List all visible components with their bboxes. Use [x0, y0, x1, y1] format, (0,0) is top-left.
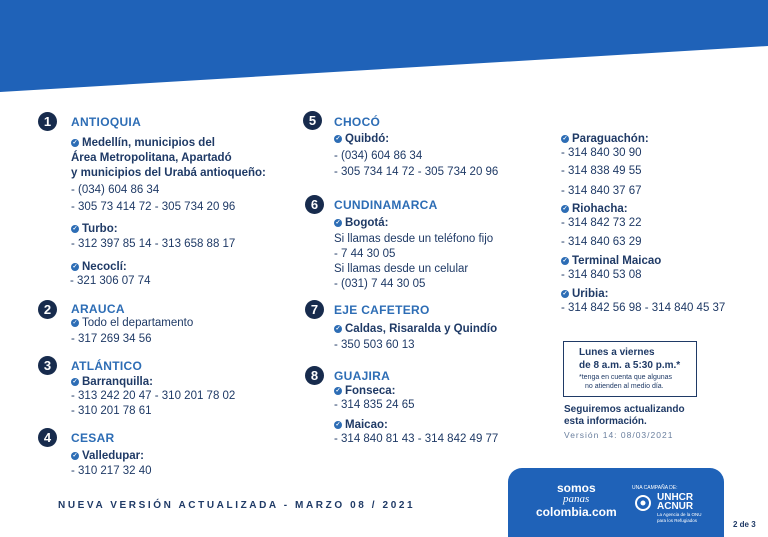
city-turbo: ✓ Turbo:	[72, 223, 118, 235]
region-number-8: 8	[305, 366, 324, 385]
city-quibdo: ✓ Quibdó:	[335, 133, 390, 145]
city-fonseca: ✓ Fonseca:	[335, 385, 396, 397]
check-icon: ✓	[335, 388, 341, 394]
footer-version: NUEVA VERSIÓN ACTUALIZADA - MARZO 08 / 2021	[58, 500, 416, 511]
hours-note: *tenga en cuenta que algunas	[579, 374, 673, 381]
phone: - 305 734 14 72 - 305 734 20 96	[334, 166, 499, 178]
city-terminal-maicao: ✓ Terminal Maicao	[562, 255, 662, 267]
city-necocli: ✓ Necoclí:	[72, 261, 127, 273]
check-icon: ✓	[562, 206, 568, 212]
phone: - 313 242 20 47 - 310 201 78 02	[71, 390, 236, 402]
check-icon: ✓	[72, 320, 78, 326]
check-icon: ✓	[72, 379, 78, 385]
phone: - 7 44 30 05	[334, 248, 396, 260]
logo-acnur: ACNUR	[657, 501, 694, 512]
bogota-line: Si llamas desde un celular	[334, 263, 469, 275]
phone: - 310 201 78 61	[71, 405, 152, 417]
region-title-atlantico: ATLÁNTICO	[71, 359, 143, 373]
region-title-antioquia: ANTIOQUIA	[71, 115, 142, 129]
region-title-arauca: ARAUCA	[71, 302, 125, 316]
phone: - 321 306 07 74	[70, 275, 151, 287]
update-notice: Seguiremos actualizando	[564, 404, 685, 415]
phone: - 314 840 53 08	[561, 269, 642, 281]
hours-box	[563, 341, 697, 397]
logo-campaign: UNA CAMPAÑA DE:	[632, 485, 678, 491]
logo-agency: para los Refugiados	[657, 518, 698, 523]
phone: - (034) 604 86 34	[334, 150, 423, 162]
region-number-4: 4	[38, 428, 57, 447]
city-medellin: ✓ Medellín, municipios del Área Metropolitana, Apartadó y municipios del Urabá antioqueño:	[71, 137, 266, 179]
phone: - 350 503 60 13	[334, 339, 415, 351]
phone: - 314 840 81 43 - 314 842 49 77	[334, 433, 499, 445]
region-title-eje-cafetero: EJE CAFETERO	[334, 303, 430, 317]
city-maicao: ✓ Maicao:	[335, 419, 388, 431]
hours-days: Lunes a viernes	[579, 347, 655, 358]
check-icon: ✓	[72, 453, 78, 459]
phone: - 317 269 34 56	[71, 333, 152, 345]
check-icon: ✓	[335, 422, 341, 428]
region-number-1: 1	[38, 112, 57, 131]
phone: - (034) 604 86 34	[71, 184, 160, 196]
region-number-3: 3	[38, 356, 57, 375]
check-icon: ✓	[335, 220, 341, 226]
city-caldas: ✓ Caldas, Risaralda y Quindío	[335, 323, 498, 335]
region-number-2: 2	[38, 300, 57, 319]
logo-unhcr: UNHCR	[657, 492, 694, 503]
logo-panas: panas	[563, 493, 590, 505]
unhcr-emblem-icon	[632, 493, 654, 513]
hours-time: de 8 a.m. a 5:30 p.m.*	[579, 360, 681, 371]
check-icon: ✓	[72, 264, 78, 270]
region-number-7: 7	[305, 300, 324, 319]
phone: - 314 842 56 98 - 314 840 45 37	[561, 302, 726, 314]
check-icon: ✓	[562, 258, 568, 264]
phone: - 314 840 63 29	[561, 236, 642, 248]
phone: - 314 840 30 90	[561, 147, 642, 159]
version-label: Versión 14: 08/03/2021	[564, 430, 674, 440]
city-barranquilla: ✓ Barranquilla:	[72, 376, 153, 388]
logo-colombia: colombia.com	[536, 505, 617, 519]
update-notice: esta información.	[564, 416, 647, 427]
check-icon: ✓	[562, 291, 568, 297]
arauca-sub: ✓ Todo el departamento	[72, 317, 194, 329]
phone: - 314 838 49 55	[561, 165, 642, 177]
hours-note: no atienden al medio día.	[585, 383, 664, 390]
region-title-guajira: GUAJIRA	[334, 369, 391, 383]
region-number-6: 6	[305, 195, 324, 214]
header-banner	[0, 0, 768, 92]
check-icon: ✓	[335, 326, 341, 332]
phone: - (031) 7 44 30 05	[334, 278, 426, 290]
check-icon: ✓	[72, 140, 78, 146]
phone: - 305 73 414 72 - 305 734 20 96	[71, 201, 236, 213]
phone: - 314 835 24 65	[334, 399, 415, 411]
region-title-cesar: CESAR	[71, 431, 115, 445]
logo-somos: somos	[557, 481, 596, 495]
region-title-cundinamarca: CUNDINAMARCA	[334, 198, 438, 212]
phone: - 314 842 73 22	[561, 217, 642, 229]
phone: - 310 217 32 40	[71, 465, 152, 477]
phone: - 312 397 85 14 - 313 658 88 17	[71, 238, 236, 250]
city-bogota: ✓ Bogotá:	[335, 217, 389, 229]
page-number: 2 de 3	[733, 520, 756, 529]
logo-agency: La Agencia de la ONU	[657, 512, 702, 517]
region-number-5: 5	[303, 111, 322, 130]
city-valledupar: ✓ Valledupar:	[72, 450, 144, 462]
city-paraguachon: ✓ Paraguachón:	[562, 133, 649, 145]
city-riohacha: ✓ Riohacha:	[562, 203, 628, 215]
campaign-logo	[508, 468, 724, 537]
check-icon: ✓	[335, 136, 341, 142]
city-uribia: ✓ Uribia:	[562, 288, 609, 300]
region-title-choco: CHOCÓ	[334, 115, 381, 129]
bogota-line: Si llamas desde un teléfono fijo	[334, 233, 494, 245]
check-icon: ✓	[562, 136, 568, 142]
check-icon: ✓	[72, 226, 78, 232]
phone: - 314 840 37 67	[561, 185, 642, 197]
